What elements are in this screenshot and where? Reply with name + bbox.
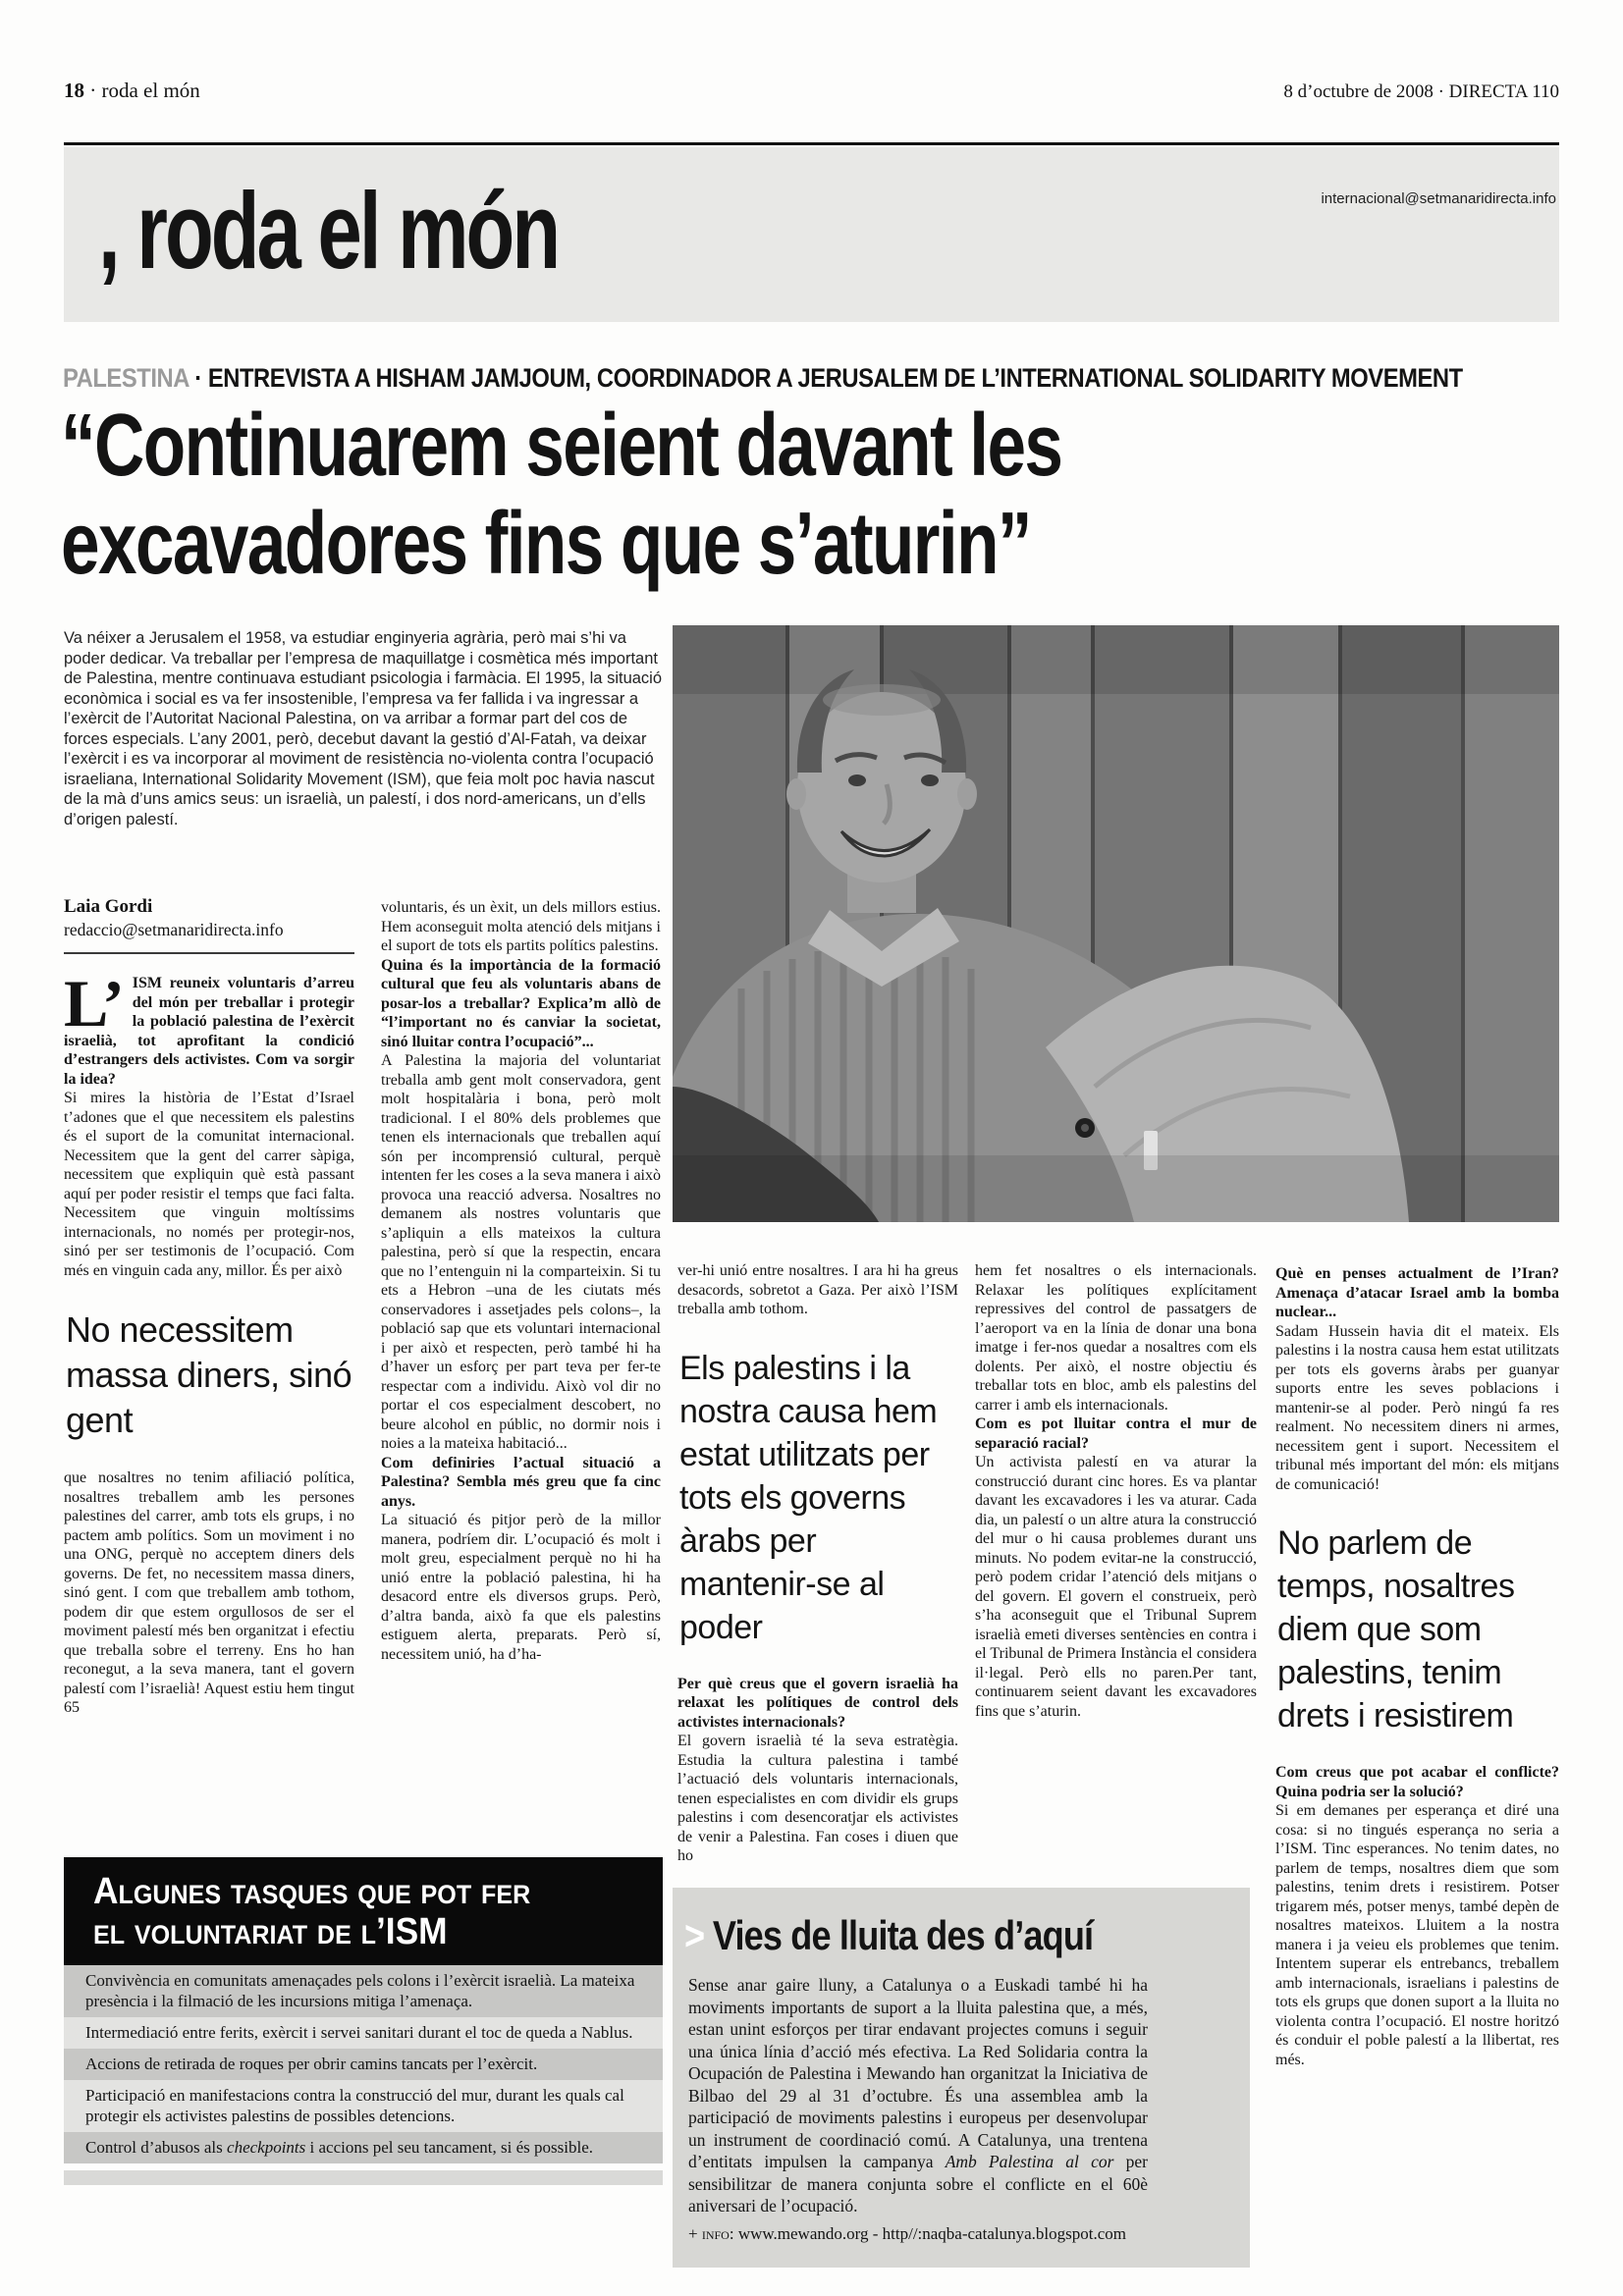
pull-quote-2: Els palestins i la nostra causa hem estat utilitzats per tots els governs àrabs per mantenir-se al poder [679, 1349, 938, 1646]
kicker-tag: PALESTINA [63, 363, 189, 393]
task-item: Control d’abusos als checkpoints i accions pel seu tancament, si és possible. [64, 2132, 663, 2163]
answer-3-part2: ver-hi unió entre nosaltres. I ara hi ha greus desacords, sobretot a Gaza. Per això l’ISM treballa amb tothom. [677, 1262, 958, 1317]
byline-email: redaccio@setmanaridirecta.info [64, 920, 284, 939]
interview-photo-illustration [673, 625, 1559, 1222]
tasks-box-title [64, 1857, 663, 1965]
local-struggle-box [673, 1888, 1250, 2268]
section-email: internacional@setmanaridirecta.info [1321, 190, 1556, 207]
column-4 [975, 1261, 1257, 1721]
question-7: Com creus que pot acabar el conflicte? Quina podria ser la solució? [1275, 1764, 1559, 1800]
pull-quote-3: No parlem de temps, nosaltres diem que som palestins, tenim drets i resistirem [1277, 1524, 1515, 1735]
byline [64, 895, 354, 954]
task-item: Convivència en comunitats amenaçades pels colons i l’exèrcit israelià. La mateixa presència i la filmació de les incursions mitiga l’amenaça. [64, 1965, 663, 2017]
answer-7: Si em demanes per esperança et diré una cosa: si no tingués esperança no seria a l’ISM. Tinc esperances. No tenim dates, no parlem de temps, nosaltres diem que som palestins, tenim drets i resistirem. Potser trigarem més, potser menys, també depèn de nosaltres mateixos. Lluitem a la nostra manera i ja veieu els problemes que tenim. Intentem superar els entrebancs, treballem amb internacionals, israelians i palestins de tots els grups que donen suport a la lluita no violenta contra l’ocupació. El nostre horitzó és conduir el poble palestí a la llibertat, res més. [1275, 1802, 1559, 2068]
answer-2: A Palestina la majoria del voluntariat treballa amb gent molt conservadora, gent molt hospitalària i bona, però molt tradicional. I el 80% dels problemes que tenen els internacionals que treballen aquí són per incomprensió cultural, perquè intenten fer les coses a la seva manera i això provoca una reacció adversa. Nosaltres no demanem als nostres voluntaris que s’apliquin a ells mateixos la cultura palestina, però sí que la respectin, encara que no l’entenguin ni la comparteixin. Si tu ets a Hebron –una de les ciutats més conservadores i assetjades pels colons–, la població sap que ets voluntari internacional i per això et respecten, però també hi ha d’haver un esforç per part teva per fer-te respectar com a individu. Això vol dir no portar el cos especialment descobert, no beure alcohol en públic, no dormir nois i noies a la mateixa habitació... [381, 1052, 661, 1452]
info-links: www.mewando.org - http//:naqba-catalunya.blogspot.com [737, 2223, 1126, 2243]
headline-line2: excavadores fins que s’aturin” [61, 495, 1031, 593]
tasks-box-footer-strip [64, 2170, 663, 2185]
kicker [63, 363, 1463, 394]
question-1: L’ ISM reuneix voluntaris d’arreu del món per treballar i protegir la població palestina de l’exèrcit israelià, tot aprofitant la condició d’estrangers dels activistes. Com va sorgir la idea? [64, 966, 354, 1088]
answer-5: Un activista palestí en va aturar la construcció durant cinc hores. Es va plantar davant les excavadores i les va aturar. Cada dia, un palestí o un altre atura la construcció del mur o hi causa problemes durant uns minuts. No podem evitar-ne la construcció, però podem cridar l’atenció dels mitjans o del govern. El govern el construeix, però s’ha aconseguit que el Tribunal Suprem israelià emeti diverses sentències en contra i el Tribunal de Primera Instància el considera il·legal. Però ells no paren.Per tant, continuarem seient davant les excavadores fins que s’aturin. [975, 1454, 1257, 1720]
section-banner: , roda el món [98, 171, 559, 292]
answer-4-part2: hem fet nosaltres o els internacionals. Relaxar les polítiques explícitament repressives del control de passatgers de l’aeroport va en la línia de donar una bona imatge i fer-nos quedar a nosaltres com els dolents. Per això, el nostre objectiu és treballar tots en bloc, amb els palestins del carrer i amb els internacionals. [975, 1262, 1257, 1414]
local-struggle-body: Sense anar gaire lluny, a Catalunya o a Euskadi també hi ha moviments importants de suport a la lluita palestina que, a més, estan unint esforços per tirar endavant projectes comuns i seguir una única línia d’acció més efectiva. La Red Solidaria contra la Ocupación de Palestina i Mewando han organitzat la Iniciativa de Bilbao del 29 al 31 d’octubre. És una assemblea amb la participació de moviments palestins i europeus per desenvolupar un instrument de coordinació comú. A Catalunya, una trentena d’entitats impulsen la campanya Amb Palestina al cor per sensibilitzar de manera conjunta sobre el conflicte en el 60è aniversari de l’ocupació. [688, 1975, 1148, 2216]
column-1 [64, 895, 354, 1718]
italic-term: checkpoints [227, 2138, 306, 2157]
column-3 [677, 1261, 958, 1866]
answer-3-part1: La situació és pitjor però de la millor manera, podríem dir. L’ocupació és molt i molt greu, especialment perquè no hi ha unió entre la població palestina, hi ha desacord entre els diversos grups. Però, d’altra banda, això fa que els palestins estiguem alerta, preparats. Però sí, necessitem unió, ha d’ha- [381, 1512, 661, 1663]
task-item: Participació en manifestacions contra la construcció del mur, durant les quals cal protegir els activistes palestins de possibles detencions. [64, 2080, 663, 2132]
question-3: Com definiries l’actual situació a Palestina? Sembla més greu que fa cinc anys. [381, 1454, 661, 1510]
answer-4-part1: El govern israelià té la seva estratègia. Estudia la cultura palestina i també l’actuació dels voluntaris internacionals, tenen especialistes en com dividir els grups palestins i com desencoratjar els activistes de venir a Palestina. Fan coses i diuen que ho [677, 1733, 958, 1864]
answer-1-part3: voluntaris, és un èxit, un dels millors estius. Hem aconseguit molta atenció dels mitjans i el suport de tots els partits polítics palestins. [381, 899, 661, 954]
folio-left [64, 79, 200, 103]
interview-photo [673, 625, 1559, 1222]
more-info-line [673, 2221, 1250, 2268]
question-2: Quina és la importància de la formació cultural que feu als voluntaris abans de posar-los a treballar? Explica’m allò de “l’important no és canviar la societat, sinó lluitar contra l’ocupació”... [381, 956, 661, 1050]
folio-right: 8 d’octubre de 2008 · DIRECTA 110 [1283, 81, 1559, 102]
question-5: Com es pot lluitar contra el mur de separació racial? [975, 1415, 1257, 1452]
tasks-box-title-line1: Algunes tasques que pot fer [93, 1871, 531, 1912]
page-number: 18 [64, 79, 84, 102]
campaign-name: Amb Palestina al cor [945, 2152, 1114, 2171]
column-2 [381, 898, 661, 1664]
tasks-box-title-line2: el voluntariat de l’ISM [93, 1911, 448, 1952]
top-rule [64, 142, 1559, 145]
folio-section-title: · roda el món [84, 79, 200, 102]
local-struggle-title: > Vies de lluita des d’aquí [684, 1912, 1094, 1958]
pull-quote-1: No necessitem massa diners, sinó gent [66, 1309, 352, 1440]
column-5 [1275, 1264, 1559, 2069]
task-item: Intermediació entre ferits, exèrcit i servei sanitari durant el toc de queda a Nablus. [64, 2017, 663, 2049]
answer-1-part1: Si mires la història de l’Estat d’Israel t’adones que el que necessitem els palestins és el suport de la comunitat internacional. Necessitem que la gent del carrer sàpiga, necessitem que expliquin què està passant aquí per poder resistir el temps que faci falta. Necessitem que vinguin moltíssims internacionals, no només per protegir-nos, sinó per ser testimonis de l’ocupació. Com més en vinguin cada any, millor. És per això [64, 1090, 354, 1279]
info-label: + info: [688, 2223, 738, 2243]
answer-1-part2: que nosaltres no tenim afiliació política, nosaltres treballem amb les persones palestines del carrer, amb tots els grups, i no pactem amb polítics. Som un moviment i no una ONG, perquè no acceptem diners dels governs. De fet, no necessitem massa diners, sinó gent. I com que treballem amb tothom, podem dir que estem orgullosos de ser el moviment palestí més ben organitzat i efectiu que treballa sobre el terreny. Ens ho han reconegut, a la seva manera, tant el govern palestí com l’israelià! Aquest estiu hem tingut 65 [64, 1469, 354, 1716]
byline-name: Laia Gordi [64, 896, 153, 917]
kicker-text: · ENTREVISTA A HISHAM JAMJOUM, COORDINADOR A JERUSALEM DE L’INTERNATIONAL SOLIDARITY MOVEMENT [189, 363, 1463, 393]
answer-6: Sadam Hussein havia dit el mateix. Els palestins i la nostra causa hem estat utilitzats per tots els governs àrabs per guanyar suports entre les seves poblacions i mantenir-se al poder. Però ningú fa res realment. No necessitem diners ni armes, necessitem gent i suport. Necessitem el tribunal més important del món: els mitjans de comunicació! [1275, 1322, 1559, 1493]
question-4: Per què creus que el govern israelià ha relaxat les polítiques de control dels activistes internacionals? [677, 1675, 958, 1731]
drop-cap: L’ [64, 966, 125, 1041]
question-6: Què en penses actualment de l’Iran? Amenaça d’atacar Israel amb la bomba nuclear... [1275, 1265, 1559, 1320]
headline [61, 397, 1061, 593]
tasks-box [64, 1857, 663, 2185]
task-item: Accions de retirada de roques per obrir camins tancats per l’exèrcit. [64, 2049, 663, 2080]
lead-paragraph: Va néixer a Jerusalem el 1958, va estudiar enginyeria agrària, però mai s’hi va poder dedicar. Va treballar per l’empresa de maquillatge i cosmètica més important de Palestina, mentre continuava estudiant psicologia i farmàcia. El 1995, la situació econòmica i social es va fer insostenible, l’empresa va fer fallida i va ingressar a l’exèrcit de l’Autoritat Nacional Palestina, on va arribar a formar part del cos de forces especials. L’any 2001, però, decebut davant la gestió d’Al-Fatah, va deixar l’exèrcit i es va incorporar al moviment de resistència no-violenta contra l’ocupació israeliana, International Solidarity Movement (ISM), que feia molt poc havia nascut de la mà d’uns amics seus: un israelià, un palestí, i dos nord-americans, un d’ells d’origen palestí. [64, 629, 663, 828]
headline-line1: “Continuarem seient davant les [61, 397, 1062, 495]
chevron-icon: > [684, 1912, 705, 1958]
